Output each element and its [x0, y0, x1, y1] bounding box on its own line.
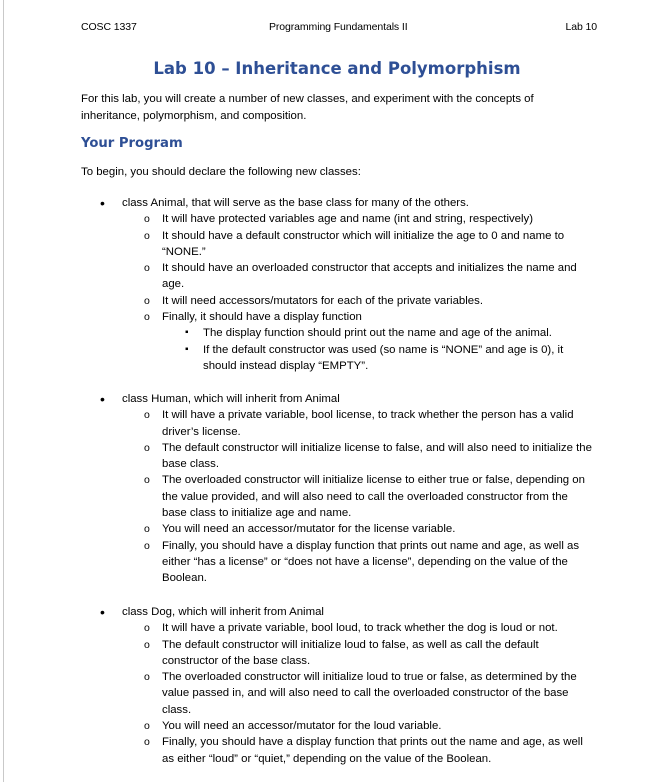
lead-paragraph: To begin, you should declare the following new classes: — [81, 166, 361, 178]
list-item-text: It will have a private variable, bool loud, to track whether the dog is loud or not. — [162, 622, 558, 635]
square-bullet-icon: ▪ — [185, 327, 189, 339]
list-item — [185, 325, 595, 341]
header-lab-number: Lab 10 — [565, 21, 597, 33]
list-item — [144, 211, 592, 227]
list-item — [144, 620, 592, 636]
list-item — [144, 228, 592, 261]
circle-bullet-icon: o — [144, 213, 150, 226]
list-item — [144, 734, 592, 767]
list-item-text: It will need accessors/mutators for each of the private variables. — [162, 294, 483, 307]
list-item — [144, 538, 592, 587]
list-item-text: It should have an overloaded constructor that accepts and initializes the name and age. — [162, 262, 577, 291]
list-item — [144, 637, 592, 670]
list-item-text: The default constructor will initialize loud to false, as well as call the default constructor of the base class. — [162, 638, 539, 667]
circle-bullet-icon: o — [144, 539, 150, 552]
circle-bullet-icon: o — [144, 638, 150, 651]
page-title: Lab 10 – Inheritance and Polymorphism — [153, 59, 521, 78]
page-header — [81, 21, 597, 37]
list-item-text: You will need an accessor/mutator for the loud variable. — [162, 720, 442, 733]
circle-bullet-icon: o — [144, 262, 150, 275]
class-dog-items — [144, 620, 592, 767]
class-dog-label: class Dog, which will inherit from Animal — [122, 606, 324, 618]
list-item-text: The display function should print out the name and age of the animal. — [203, 327, 552, 340]
list-item-text: The overloaded constructor will initialize license to either true or false, depending on the value provided, and will also need to call the overloaded constructor from the base class to initialize age and name. — [162, 474, 585, 520]
header-course-title: Programming Fundamentals II — [269, 21, 408, 33]
list-item-text: Finally, it should have a display function — [162, 311, 362, 324]
list-item — [144, 472, 592, 521]
circle-bullet-icon: o — [144, 229, 150, 242]
circle-bullet-icon: o — [144, 671, 150, 684]
list-item-text: If the default constructor was used (so name is “NONE” and age is 0), it should instead display “EMPTY”. — [203, 343, 564, 372]
section-heading: Your Program — [81, 136, 183, 151]
list-item — [144, 293, 592, 309]
list-item — [144, 407, 592, 440]
list-item-text: It should have a default constructor which will initialize the age to 0 and name to “NONE.” — [162, 229, 565, 258]
circle-bullet-icon: o — [144, 409, 150, 422]
list-item-text: It will have a private variable, bool license, to track whether the person has a valid driver’s license. — [162, 409, 574, 438]
list-item-text: Finally, you should have a display function that prints out the name and age, as well as either “loud” or “quiet,” depending on the value of the Boolean. — [162, 736, 583, 765]
circle-bullet-icon: o — [144, 441, 150, 454]
class-human-items — [144, 407, 592, 586]
list-item — [144, 521, 592, 537]
list-item-text: The overloaded constructor will initialize loud to true or false, as determined by the value passed in, and will also need to call the overloaded constructor of the base class. — [162, 671, 577, 716]
class-human-label: class Human, which will inherit from Animal — [122, 393, 340, 405]
header-course: COSC 1337 — [81, 21, 137, 33]
circle-bullet-icon: o — [144, 720, 150, 733]
list-item-text: You will need an accessor/mutator for the license variable. — [162, 523, 456, 536]
circle-bullet-icon: o — [144, 474, 150, 487]
display-function-subitems — [185, 325, 595, 374]
circle-bullet-icon: o — [144, 311, 150, 324]
list-item — [144, 260, 592, 293]
class-dog-block — [100, 604, 600, 767]
intro-paragraph: For this lab, you will create a number of new classes, and experiment with the concepts of inheritance, polymorphism, and composition. — [81, 93, 534, 122]
list-item — [144, 669, 592, 718]
document-page — [3, 0, 669, 782]
circle-bullet-icon: o — [144, 294, 150, 307]
bullet-icon: • — [100, 604, 105, 620]
circle-bullet-icon: o — [144, 622, 150, 635]
class-animal-block — [100, 195, 600, 374]
list-item — [144, 718, 592, 734]
class-human-block — [100, 391, 600, 587]
list-item — [144, 309, 592, 374]
list-item-text: The default constructor will initialize license to false, and will also need to initialize the base class. — [162, 441, 592, 471]
list-item-text: Finally, you should have a display function that prints out name and age, as well as either “has a license” or “does not have a license”, depending on the value of the Boolean. — [162, 539, 580, 585]
circle-bullet-icon: o — [144, 736, 150, 749]
list-item — [185, 342, 595, 375]
list-item-text: It will have protected variables age and name (int and string, respectively) — [162, 213, 534, 226]
list-item — [144, 440, 592, 473]
bullet-icon: • — [100, 195, 105, 211]
square-bullet-icon: ▪ — [185, 343, 189, 355]
class-animal-items — [144, 211, 592, 374]
class-animal-label: class Animal, that will serve as the base class for many of the others. — [122, 197, 469, 209]
bullet-icon: • — [100, 391, 105, 407]
circle-bullet-icon: o — [144, 523, 150, 536]
